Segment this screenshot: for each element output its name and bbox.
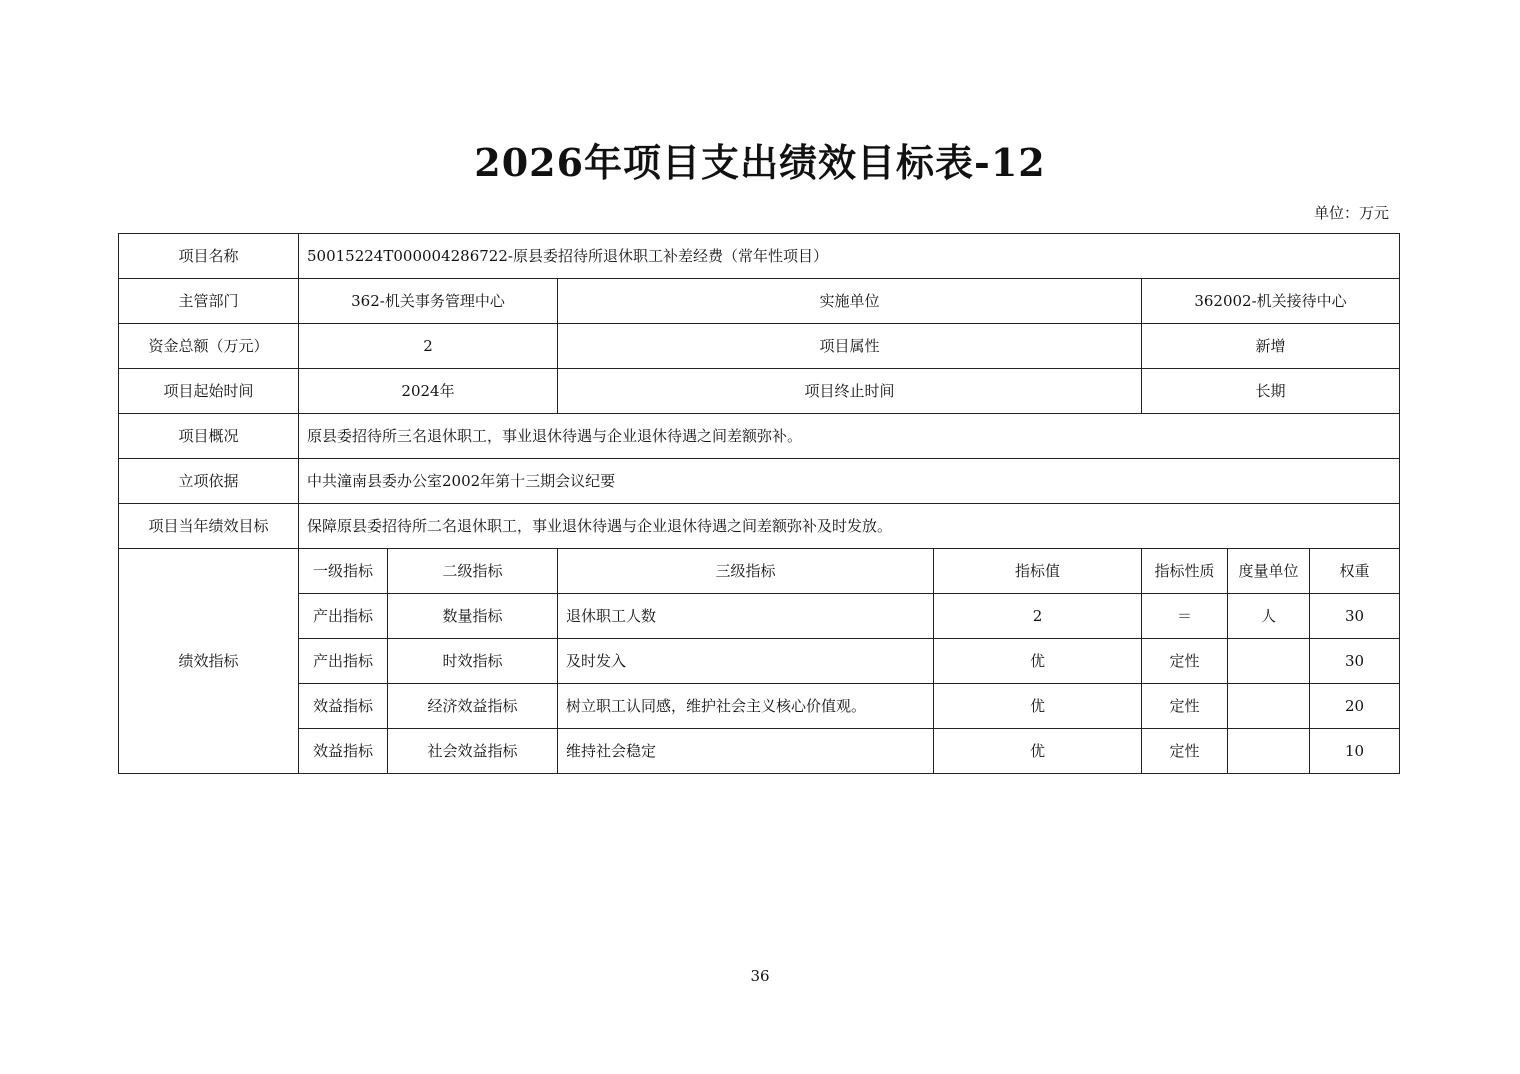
level1-cell: 产出指标	[299, 594, 388, 639]
nature-cell: 定性	[1142, 639, 1228, 684]
header-level2: 二级指标	[388, 549, 558, 594]
header-nature: 指标性质	[1142, 549, 1228, 594]
weight-cell: 30	[1310, 639, 1400, 684]
overview-value: 原县委招待所三名退休职工，事业退休待遇与企业退休待遇之间差额弥补。	[299, 414, 1400, 459]
level3-cell: 树立职工认同感，维护社会主义核心价值观。	[558, 684, 934, 729]
value-cell: 优	[934, 684, 1142, 729]
level3-cell: 退休职工人数	[558, 594, 934, 639]
level2-cell: 社会效益指标	[388, 729, 558, 774]
indicators-section-label: 绩效指标	[119, 549, 299, 774]
level1-cell: 效益指标	[299, 684, 388, 729]
nature-cell: 定性	[1142, 684, 1228, 729]
unit-cell: 人	[1228, 594, 1310, 639]
table-row	[119, 414, 1400, 459]
header-level1: 一级指标	[299, 549, 388, 594]
table-row	[119, 234, 1400, 279]
indicator-row	[119, 684, 1400, 729]
value-cell: 优	[934, 729, 1142, 774]
level3-cell: 维持社会稳定	[558, 729, 934, 774]
level2-cell: 数量指标	[388, 594, 558, 639]
value-cell: 优	[934, 639, 1142, 684]
project-name-label: 项目名称	[119, 234, 299, 279]
table-row	[119, 459, 1400, 504]
level1-cell: 产出指标	[299, 639, 388, 684]
table-row	[119, 369, 1400, 414]
indicator-row	[119, 639, 1400, 684]
page-number: 36	[750, 967, 770, 985]
indicator-row	[119, 729, 1400, 774]
weight-cell: 10	[1310, 729, 1400, 774]
page-title: 2026年项目支出绩效目标表-12	[474, 140, 1046, 185]
impl-value: 362002-机关接待中心	[1142, 279, 1400, 324]
nature-cell: 定性	[1142, 729, 1228, 774]
table-row	[119, 279, 1400, 324]
performance-table	[118, 233, 1400, 774]
header-value: 指标值	[934, 549, 1142, 594]
weight-cell: 20	[1310, 684, 1400, 729]
header-unit: 度量单位	[1228, 549, 1310, 594]
end-value: 长期	[1142, 369, 1400, 414]
impl-label: 实施单位	[558, 279, 1142, 324]
basis-label: 立项依据	[119, 459, 299, 504]
attr-label: 项目属性	[558, 324, 1142, 369]
dept-value: 362-机关事务管理中心	[299, 279, 558, 324]
end-label: 项目终止时间	[558, 369, 1142, 414]
fund-label: 资金总额（万元）	[119, 324, 299, 369]
indicator-row	[119, 594, 1400, 639]
header-level3: 三级指标	[558, 549, 934, 594]
goal-value: 保障原县委招待所二名退休职工，事业退休待遇与企业退休待遇之间差额弥补及时发放。	[299, 504, 1400, 549]
basis-value: 中共潼南县委办公室2002年第十三期会议纪要	[299, 459, 1400, 504]
start-value: 2024年	[299, 369, 558, 414]
unit-cell	[1228, 639, 1310, 684]
level2-cell: 时效指标	[388, 639, 558, 684]
value-cell: 2	[934, 594, 1142, 639]
project-name-value: 50015224T000004286722-原县委招待所退休职工补差经费（常年性项目）	[299, 234, 1400, 279]
unit-label: 单位：万元	[1313, 204, 1389, 222]
level1-cell: 效益指标	[299, 729, 388, 774]
weight-cell: 30	[1310, 594, 1400, 639]
goal-label: 项目当年绩效目标	[119, 504, 299, 549]
nature-cell: ＝	[1142, 594, 1228, 639]
attr-value: 新增	[1142, 324, 1400, 369]
start-label: 项目起始时间	[119, 369, 299, 414]
unit-cell	[1228, 684, 1310, 729]
dept-label: 主管部门	[119, 279, 299, 324]
table-row	[119, 504, 1400, 549]
unit-cell	[1228, 729, 1310, 774]
fund-value: 2	[299, 324, 558, 369]
table-row	[119, 324, 1400, 369]
level2-cell: 经济效益指标	[388, 684, 558, 729]
header-weight: 权重	[1310, 549, 1400, 594]
overview-label: 项目概况	[119, 414, 299, 459]
indicator-header-row	[119, 549, 1400, 594]
level3-cell: 及时发入	[558, 639, 934, 684]
